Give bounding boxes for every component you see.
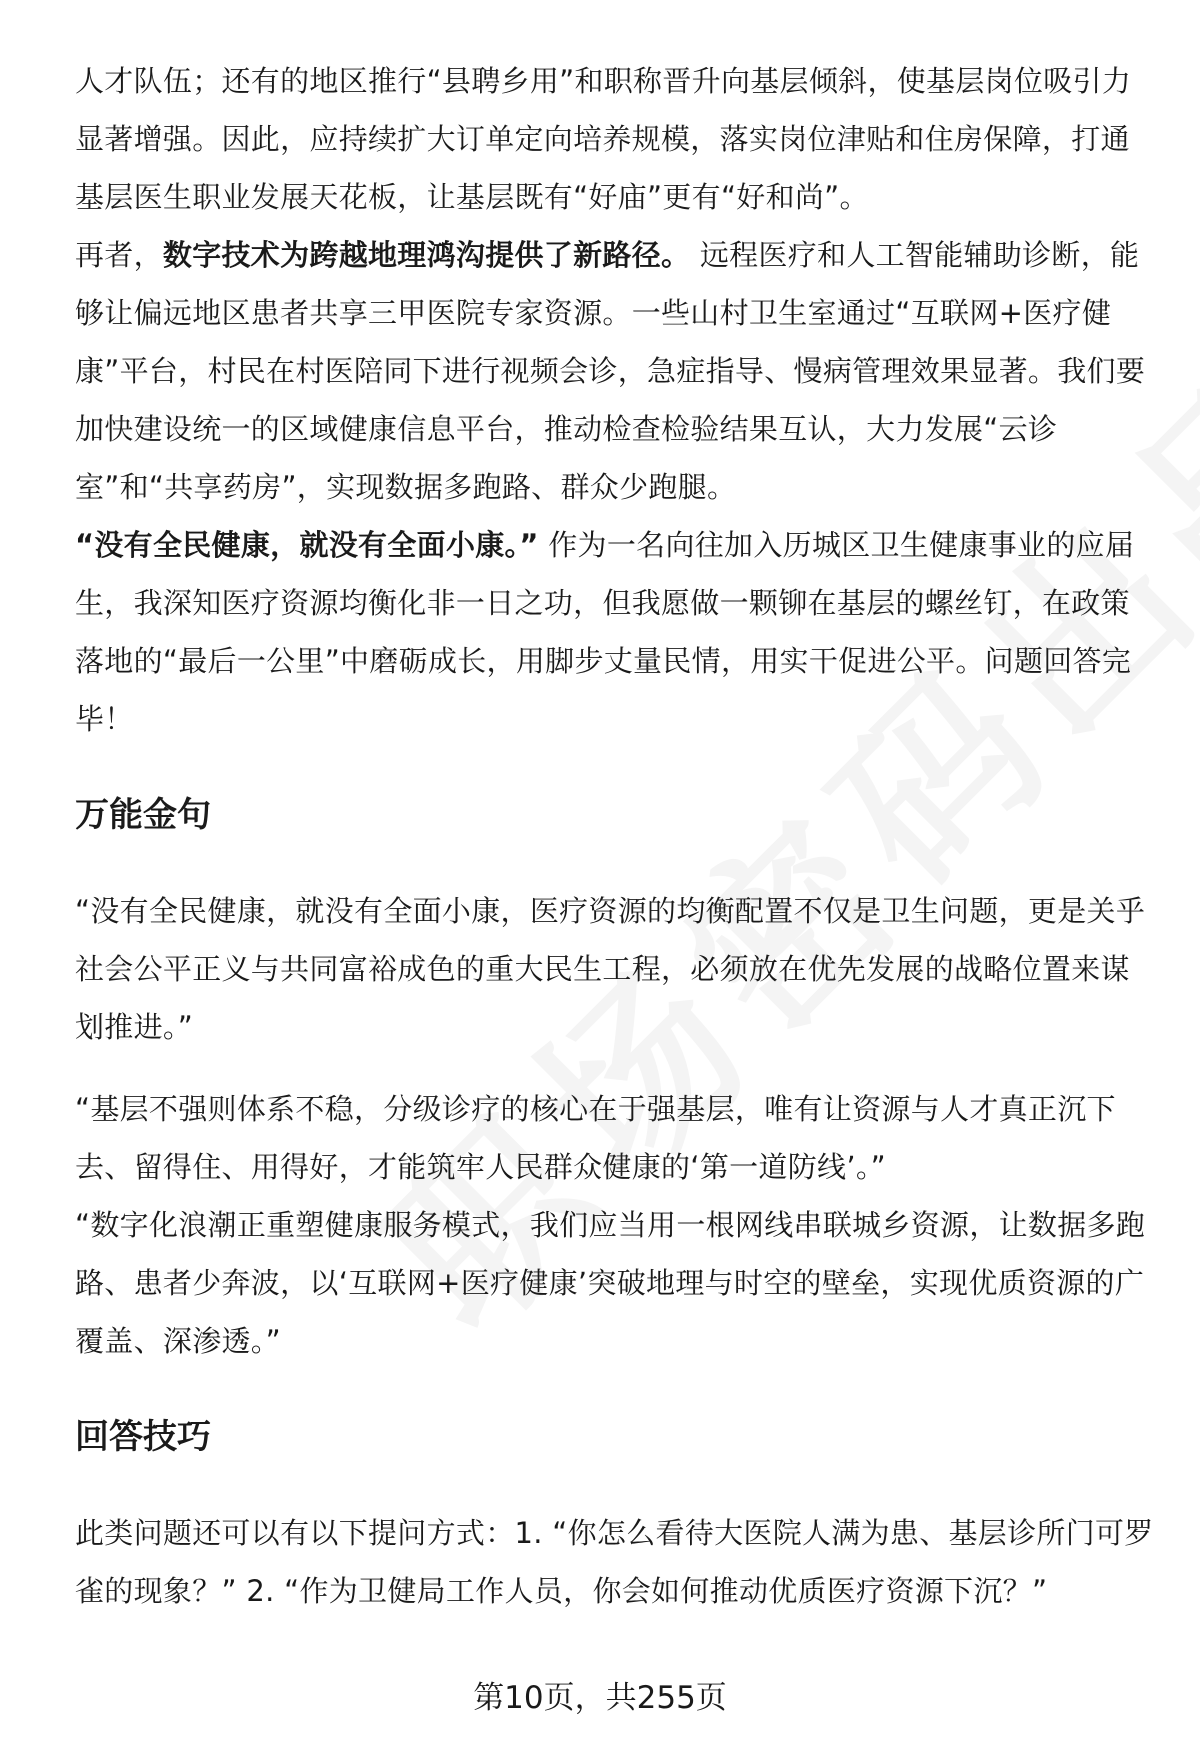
paragraph-digital	[75, 226, 1155, 516]
paragraph-conclusion	[75, 516, 1155, 748]
section-heading-quotes: 万能金句	[75, 795, 211, 835]
section-heading-tips: 回答技巧	[75, 1417, 211, 1457]
quote-item: “基层不强则体系不稳，分级诊疗的核心在于强基层，唯有让资源与人才真正沉下去、留得住、用得好，才能筑牢人民群众健康的‘第一道防线’。”	[75, 1092, 1116, 1184]
tips-paragraph: 此类问题还可以有以下提问方式：1. “你怎么看待大医院人满为患、基层诊所门可罗雀的现象？” 2. “作为卫健局工作人员，你会如何推动优质医疗资源下沉？”	[75, 1516, 1154, 1608]
paragraph-conclusion-emphasis: “没有全民健康，就没有全面小康。”	[75, 528, 539, 562]
paragraph-digital-emphasis: 数字技术为跨越地理鸿沟提供了新路径。	[162, 238, 691, 272]
quote-item: “没有全民健康，就没有全面小康，医疗资源的均衡配置不仅是卫生问题，更是关乎社会公平正义与共同富裕成色的重大民生工程，必须放在优先发展的战略位置来谋划推进。”	[75, 894, 1146, 1044]
paragraph-talent: 人才队伍；还有的地区推行“县聘乡用”和职称晋升向基层倾斜，使基层岗位吸引力显著增强。因此，应持续扩大订单定向培养规模，落实岗位津贴和住房保障，打通基层医生职业发展天花板，让基层既有“好庙”更有“好和尚”。	[75, 64, 1132, 214]
page-number-footer: 第10页，共255页	[473, 1680, 727, 1716]
document-body	[75, 52, 1155, 1620]
quote-item: “数字化浪潮正重塑健康服务模式，我们应当用一根网线串联城乡资源，让数据多跑路、患者少奔波，以‘互联网+医疗健康’突破地理与时空的壁垒，实现优质资源的广覆盖、深渗透。”	[75, 1208, 1146, 1358]
paragraph-digital-lead: 再者，	[75, 238, 163, 272]
paragraph-digital-body: 远程医疗和人工智能辅助诊断，能够让偏远地区患者共享三甲医院专家资源。一些山村卫生室通过“互联网+医疗健康”平台，村民在村医陪同下进行视频会诊，急症指导、慢病管理效果显著。我们要加快建设统一的区域健康信息平台，推动检查检验结果互认，大力发展“云诊室”和“共享药房”，实现数据多跑路、群众少跑腿。	[75, 238, 1146, 504]
paragraph-conclusion-body: 作为一名向往加入历城区卫生健康事业的应届生，我深知医疗资源均衡化非一日之功，但我愿做一颗铆在基层的螺丝钉，在政策落地的“最后一公里”中磨砺成长，用脚步丈量民情，用实干促进公平。问题回答完毕！	[75, 528, 1135, 736]
